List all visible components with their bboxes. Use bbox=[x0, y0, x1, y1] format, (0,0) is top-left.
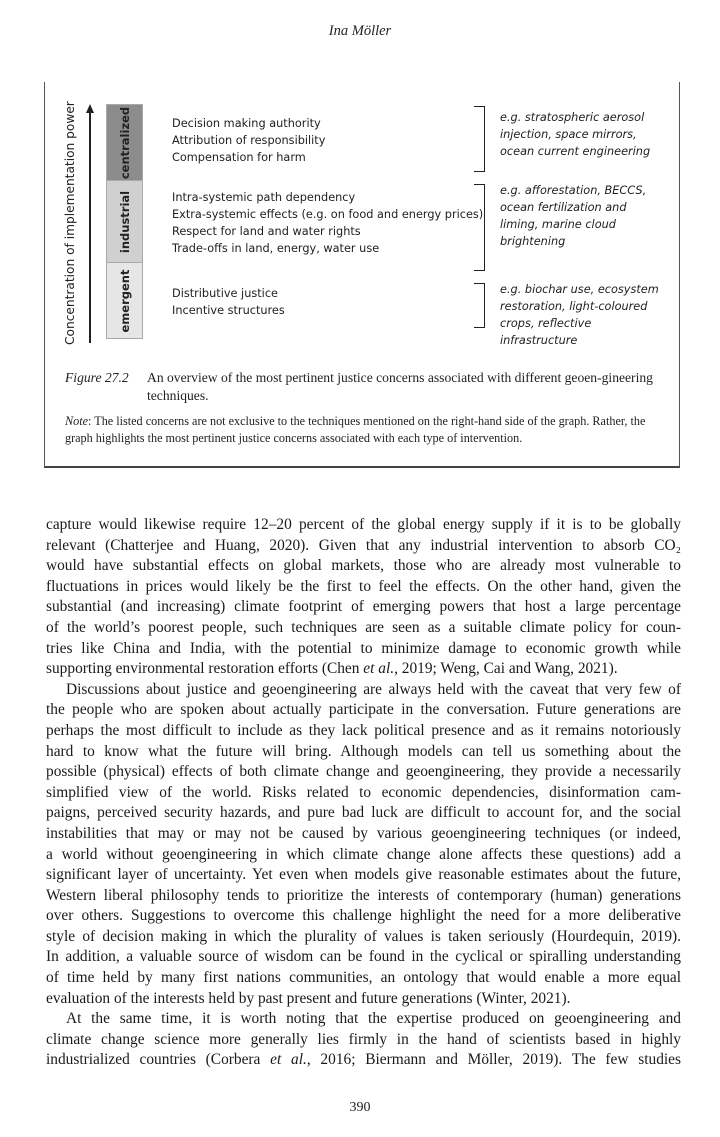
note-label: Note bbox=[65, 414, 89, 428]
body-line: style of decision making in which the plurality of values is taken seriously (Hourdequin, 2019). bbox=[46, 927, 681, 945]
example-line: brightening bbox=[500, 235, 566, 248]
examples-industrial bbox=[500, 182, 646, 250]
example-line: liming, marine cloud bbox=[500, 218, 616, 231]
concerns-emergent bbox=[172, 285, 285, 319]
example-line: restoration, light-coloured bbox=[500, 300, 648, 313]
example-line: e.g. biochar use, ecosystem bbox=[500, 283, 659, 296]
body-line: fluctuations in prices would likely be the first to feel the effects. On the other hand, given the bbox=[46, 577, 681, 595]
axis-label: Concentration of implementation power bbox=[63, 101, 77, 345]
example-line: ocean current engineering bbox=[500, 145, 651, 158]
body-line: the people who are spoken about actually participate in the conversation. Future generations are bbox=[46, 701, 681, 719]
example-line: e.g. afforestation, BECCS, bbox=[500, 184, 647, 197]
tier-industrial bbox=[106, 180, 143, 263]
arrow-head-icon bbox=[86, 104, 94, 113]
body-line: of time held by many first nations communities, an ontology that would enable a more equal bbox=[46, 969, 681, 987]
concern-item: Decision making authority bbox=[172, 117, 321, 130]
tier-label: industrial bbox=[117, 190, 132, 253]
body-line: evaluation of the interests held by past present and future generations (Winter, 2021). bbox=[46, 989, 571, 1007]
concern-item: Respect for land and water rights bbox=[172, 225, 361, 238]
body-line: of the world’s poorest people, such techniques are seen as a suitable climate policy for coun- bbox=[46, 618, 681, 636]
concern-item: Incentive structures bbox=[172, 304, 285, 317]
concern-item: Compensation for harm bbox=[172, 151, 306, 164]
body-line: over others. Suggestions to overcome this challenge highlight the need for a more deliberative bbox=[46, 907, 681, 925]
body-line: At the same time, it is worth noting that the expertise produced on geoengineering and bbox=[66, 1010, 681, 1028]
tier-label: centralized bbox=[117, 106, 132, 179]
body-line: would have substantial effects on global markets, those who are already most vulnerable to bbox=[46, 557, 681, 575]
examples-emergent bbox=[500, 281, 659, 349]
bracket-emergent bbox=[474, 283, 485, 328]
running-head: Ina Möller bbox=[328, 23, 392, 39]
body-line: Discussions about justice and geoengineering are always held with the caveat that very few of bbox=[66, 680, 681, 698]
tier-label: emergent bbox=[117, 269, 132, 332]
up-arrow-icon bbox=[89, 112, 91, 343]
body-line: tries like China and India, with the potential to minimize damage to economic growth while bbox=[46, 639, 681, 657]
body-line: a world without geoengineering in which climate change alone affects these questions) add a bbox=[46, 845, 681, 863]
body-line: significant layer of uncertainty. Yet even when models give reasonable estimates about the future, bbox=[46, 866, 681, 884]
body-line: Western liberal philosophy tends to prioritize the interests of contemporary (human) generations bbox=[46, 886, 681, 904]
tier-emergent bbox=[106, 262, 143, 339]
body-line: In addition, a valuable source of wisdom can be found in the cyclical or spiralling understanding bbox=[46, 948, 681, 966]
figure-note bbox=[65, 413, 665, 447]
examples-centralized bbox=[500, 109, 650, 160]
figure-caption bbox=[65, 369, 665, 405]
example-line: injection, space mirrors, bbox=[500, 128, 637, 141]
page-number: 390 bbox=[349, 1100, 371, 1115]
body-text bbox=[46, 515, 681, 1071]
body-line: simplified view of the world. Risks related to economic dependencies, disinformation cam- bbox=[46, 783, 681, 801]
body-line: perhaps the most difficult to include as they lack political presence and as it remains notoriously bbox=[46, 721, 681, 739]
figure-number: Figure 27.2 bbox=[65, 370, 129, 385]
body-line: supporting environmental restoration efforts (Chen et al., 2019; Weng, Cai and Wang, 2021). bbox=[46, 660, 618, 678]
bracket-centralized bbox=[474, 106, 485, 172]
body-line: paigns, perceived security hazards, and pure bad luck are difficult to account for, and the social bbox=[46, 804, 681, 822]
tier-centralized bbox=[106, 104, 143, 181]
concern-item: Intra-systemic path dependency bbox=[172, 191, 356, 204]
example-line: e.g. stratospheric aerosol bbox=[500, 111, 645, 124]
concern-item: Extra-systemic effects (e.g. on food and energy prices) bbox=[172, 208, 484, 221]
body-line: capture would likewise require 12–20 percent of the global energy supply if it is to be globally bbox=[46, 516, 681, 533]
body-line: instabilities that may or may not be caused by various geoengineering techniques (or indeed, bbox=[46, 824, 681, 842]
concerns-industrial bbox=[172, 189, 483, 257]
concern-item: Attribution of responsibility bbox=[172, 134, 326, 147]
body-line: relevant (Chatterjee and Huang, 2020). Given that any industrial intervention to absorb CO₂ bbox=[46, 536, 681, 554]
body-line: climate change science more generally lies firmly in the hand of scientists based in highly bbox=[46, 1030, 681, 1048]
body-line: industrialized countries (Corbera et al., 2016; Biermann and Möller, 2019). The few studies bbox=[46, 1051, 682, 1069]
concern-item: Distributive justice bbox=[172, 287, 278, 300]
concern-item: Trade-offs in land, energy, water use bbox=[172, 242, 380, 255]
bracket-industrial bbox=[474, 184, 485, 271]
concerns-centralized bbox=[172, 115, 325, 166]
example-line: ocean fertilization and bbox=[500, 201, 627, 214]
example-line: crops, reflective bbox=[500, 317, 592, 330]
example-line: infrastructure bbox=[500, 334, 578, 347]
body-line: hard to know what the future will bring. Although models can tell us something about the bbox=[46, 742, 681, 760]
body-line: possible (physical) effects of both climate change and geoengineering, they provide a necessarily bbox=[46, 763, 681, 781]
figure-caption-text: An overview of the most pertinent justice concerns associated with different geoen-gineering techniques. bbox=[147, 370, 653, 403]
body-line: substantial (and increasing) climate footprint of emerging powers that host a large percentage bbox=[46, 598, 681, 616]
note-text: : The listed concerns are not exclusive to the techniques mentioned on the right-hand side of the graph. Rather, the graph highlights the most pertinent justice concerns associated with each type of intervention. bbox=[65, 414, 646, 445]
